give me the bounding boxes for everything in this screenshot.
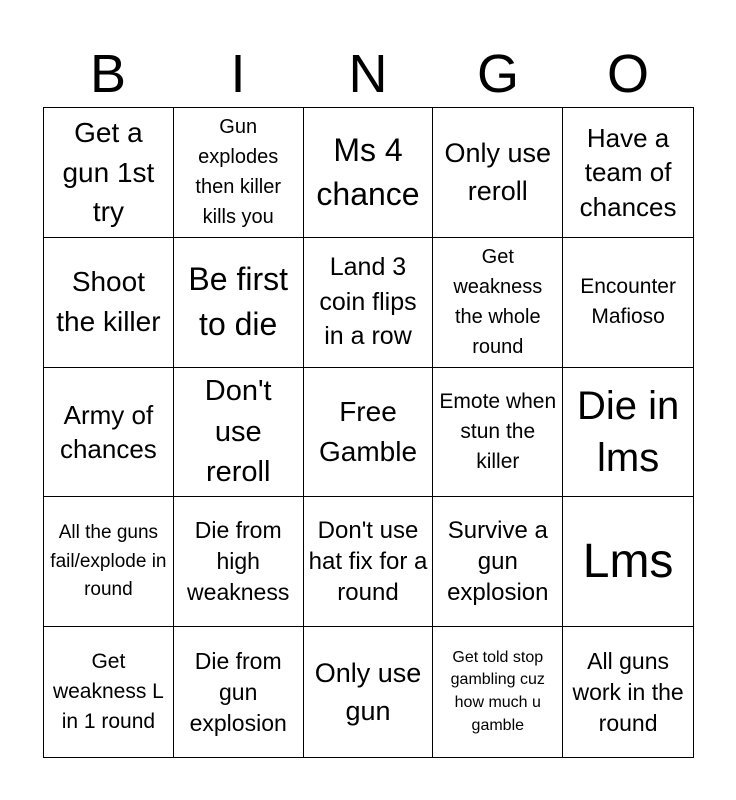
bingo-cell-text: Die from high weakness <box>187 517 290 606</box>
bingo-cell-r1-c4[interactable] <box>433 108 563 238</box>
bingo-cell-r4-c3[interactable] <box>304 497 434 627</box>
bingo-cell-text: Don't use hat fix for a round <box>308 517 428 607</box>
bingo-cell-text: Shoot the killer <box>56 266 161 338</box>
bingo-cell-text: Gun explodes then killer kills you <box>195 116 281 229</box>
bingo-cell-text: Don't use reroll <box>204 375 272 489</box>
bingo-cell-text: Encounter Mafioso <box>580 275 676 329</box>
bingo-cell-text: Be first to die <box>188 261 288 343</box>
bingo-cell-r3-c1[interactable] <box>44 368 174 498</box>
bingo-cell-text: Ms 4 chance <box>316 131 420 213</box>
bingo-cell-r5-c5[interactable] <box>563 627 693 757</box>
bingo-cell-r4-c1[interactable] <box>44 497 174 627</box>
bingo-cell-text: Get told stop gambling cuz how much u gamble <box>450 648 545 734</box>
bingo-cell-text: Lms <box>582 534 674 588</box>
bingo-cell-r3-c5[interactable] <box>563 368 693 498</box>
bingo-cell-text: Get a gun 1st try <box>62 116 155 228</box>
bingo-cell-r2-c1[interactable] <box>44 238 174 368</box>
header-letter-o: O <box>606 44 649 104</box>
bingo-cell-r1-c1[interactable] <box>44 108 174 238</box>
bingo-cell-r2-c5[interactable] <box>563 238 693 368</box>
bingo-cell-r4-c5[interactable] <box>563 497 693 627</box>
header-letter-i: I <box>230 44 246 104</box>
header-letter-n: N <box>348 44 388 104</box>
bingo-cell-text: All guns work in the round <box>572 647 684 736</box>
bingo-cell-r3-c3[interactable] <box>304 368 434 498</box>
bingo-cell-r3-c2[interactable] <box>174 368 304 498</box>
bingo-header <box>43 40 693 108</box>
bingo-cell-r5-c2[interactable] <box>174 627 304 757</box>
bingo-cell-text: Die in lms <box>576 383 680 480</box>
bingo-cell-r3-c4[interactable] <box>433 368 563 498</box>
bingo-cell-text: Survive a gun explosion <box>447 517 549 607</box>
bingo-cell-text: All the guns fail/explode in round <box>50 522 167 601</box>
bingo-cell-r2-c4[interactable] <box>433 238 563 368</box>
bingo-cell-r1-c5[interactable] <box>563 108 693 238</box>
bingo-cell-text: Only use reroll <box>444 138 552 207</box>
bingo-cell-r4-c2[interactable] <box>174 497 304 627</box>
bingo-cell-text: Land 3 coin flips in a row <box>319 253 417 351</box>
header-letter-b: B <box>89 44 127 104</box>
bingo-cell-text: Free Gamble <box>318 396 418 467</box>
bingo-cell-text: Die from gun explosion <box>189 647 287 736</box>
bingo-cell-r1-c3[interactable] <box>304 108 434 238</box>
bingo-cell-r2-c3[interactable] <box>304 238 434 368</box>
bingo-cell-text: Get weakness L in 1 round <box>52 650 164 733</box>
bingo-cell-text: Get weakness the whole round <box>453 246 543 359</box>
bingo-cell-r2-c2[interactable] <box>174 238 304 368</box>
bingo-board <box>43 107 694 758</box>
bingo-cell-r5-c1[interactable] <box>44 627 174 757</box>
bingo-cell-text: Emote when stun the killer <box>439 390 557 473</box>
bingo-cell-r5-c4[interactable] <box>433 627 563 757</box>
bingo-cell-text: Have a team of chances <box>579 122 677 222</box>
bingo-cell-text: Army of chances <box>59 399 157 464</box>
bingo-cell-r4-c4[interactable] <box>433 497 563 627</box>
header-letter-g: G <box>476 44 519 104</box>
bingo-cell-text: Only use gun <box>314 657 422 727</box>
bingo-cell-r1-c2[interactable] <box>174 108 304 238</box>
bingo-cell-r5-c3[interactable] <box>304 627 434 757</box>
